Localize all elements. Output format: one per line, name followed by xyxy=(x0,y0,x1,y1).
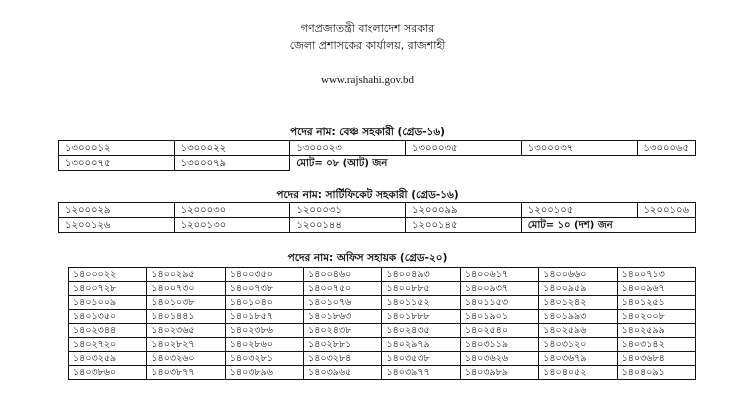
table-cell: ১৪০০৭৩৮ xyxy=(225,282,303,296)
table-cell: ১৪০৩২৫৯ xyxy=(69,352,147,366)
table-cell: ১৪০২৩৬৫ xyxy=(147,324,225,338)
table-cell: ১৪০৩৯৮৯ xyxy=(460,366,538,380)
table-cell: ১২০০০২৯ xyxy=(59,203,175,218)
table-cell: ১৪০১১৫২ xyxy=(382,296,460,310)
table-cell: ১৪০৩২৮৪ xyxy=(304,352,382,366)
result-table-certificate-assistant xyxy=(58,202,696,233)
table-cell: ১২০০০৩০ xyxy=(174,203,290,218)
table-row xyxy=(59,218,696,233)
table-cell: ১৪০৩৬৭৯ xyxy=(539,352,617,366)
table-cell: ১৩০০০৭৯ xyxy=(174,156,290,171)
table-row xyxy=(69,310,696,324)
table-cell: ১৪০৩২৮১ xyxy=(225,352,303,366)
table-cell: ১৪০১৮৬৩ xyxy=(304,310,382,324)
table-cell: ১২০০১৪৪ xyxy=(290,218,406,233)
website-link[interactable]: www.rajshahi.gov.bd xyxy=(321,74,414,86)
table-cell: ১৩০০০১২ xyxy=(59,141,175,156)
table-cell: ১৪০১০৩৮ xyxy=(147,296,225,310)
table-cell: ১২০০১০৫ xyxy=(521,203,637,218)
table-cell: ১৪০৩১২০ xyxy=(539,338,617,352)
table-cell: ১৪০২৪৩৮ xyxy=(304,324,382,338)
table-cell: ১৪০০৬৬০ xyxy=(539,268,617,282)
table-cell: ১৪০১১৫৩ xyxy=(460,296,538,310)
table-cell: ১৪০৩৯৭৭ xyxy=(382,366,460,380)
table-cell: ১৩০০০৭৫ xyxy=(59,156,175,171)
table-cell: ১৪০০৬১৭ xyxy=(460,268,538,282)
table-cell: ১২০০১২৬ xyxy=(59,218,175,233)
document-header xyxy=(0,22,735,86)
table-cell: ১৪০২৮৬০ xyxy=(225,338,303,352)
table-cell: ১৪০২৯৭৯ xyxy=(382,338,460,352)
table-cell: ১৪০১৮৫৭ xyxy=(225,310,303,324)
table-cell: ১৪০৩৬৮৪ xyxy=(617,352,695,366)
table-cell: ১৪০০৯৫৯ xyxy=(539,282,617,296)
table-cell: ১৪০৩৯৬৫ xyxy=(304,366,382,380)
table-row xyxy=(69,268,696,282)
table-cell: ১৪০২৮২৭ xyxy=(147,338,225,352)
section-title-bench-assistant: পদের নাম: বেঞ্চ সহকারী (গ্রেড-১৬) xyxy=(290,126,445,138)
table-cell: ১৪০২৫৯৯ xyxy=(617,324,695,338)
table-cell: ১৪০০০২২ xyxy=(69,268,147,282)
result-table-office-assistant xyxy=(68,267,696,380)
table-cell: ১৪০০৪৬০ xyxy=(304,268,382,282)
table-cell: ১৪০২৫৪০ xyxy=(460,324,538,338)
table-cell: ১৪০০৭৫০ xyxy=(304,282,382,296)
table-cell: ১৩০০০৩৫ xyxy=(406,141,522,156)
table-cell: ১৪০১৪৪১ xyxy=(147,310,225,324)
table-cell: ১৪০০২৯৫ xyxy=(147,268,225,282)
table-cell: ১৪০১২৪২ xyxy=(539,296,617,310)
table-cell: ১২০০০৩১ xyxy=(290,203,406,218)
table-cell: ১৪০৩৬২৬ xyxy=(460,352,538,366)
government-name: গণপ্রজাতন্ত্রী বাংলাদেশ সরকার xyxy=(300,22,435,35)
table-cell: ১৪০০৭২৮ xyxy=(69,282,147,296)
table-cell: ১৪০০৯৩৭ xyxy=(460,282,538,296)
table-cell: ১৪০০৭১৩ xyxy=(617,268,695,282)
table-cell: ১৪০১৩৫০ xyxy=(69,310,147,324)
table-cell: ১৪০৪০৯১ xyxy=(617,366,695,380)
table-cell: ১৪০৩৮৬০ xyxy=(69,366,147,380)
table-cell: ১৪০৩২৬০ xyxy=(147,352,225,366)
table-cell: ১৩০০০২২ xyxy=(174,141,290,156)
table-row xyxy=(59,156,696,171)
table-cell: ১৪০৩৮৭৭ xyxy=(147,366,225,380)
table-cell: ১৪০২৫৯৬ xyxy=(539,324,617,338)
table-cell: ১৪০১৯০১ xyxy=(460,310,538,324)
table-cell: ১৪০২৩৮৬ xyxy=(225,324,303,338)
table-cell: ১৪০১৯৯৩ xyxy=(539,310,617,324)
table-row xyxy=(69,324,696,338)
table-row xyxy=(69,366,696,380)
table-row xyxy=(69,282,696,296)
table-cell: ১৪০২৪৩৫ xyxy=(382,324,460,338)
section-title-office-assistant: পদের নাম: অফিস সহায়ক (গ্রেড-২০) xyxy=(287,252,448,264)
table-cell: ১৪০১০৭৬ xyxy=(304,296,382,310)
table-cell: ১৪০১৮৮৮ xyxy=(382,310,460,324)
table-row xyxy=(59,203,696,218)
table-cell: ১৪০২৮৮১ xyxy=(304,338,382,352)
table-cell: ১৩০০০২৩ xyxy=(290,141,406,156)
table-cell: ১২০০১০৬ xyxy=(637,203,696,218)
total-count: মোট= ১০ (দশ) জন xyxy=(521,218,695,233)
table-cell: ১৪০৩১৪২ xyxy=(617,338,695,352)
table-row xyxy=(69,352,696,366)
table-cell: ১৪০১২৫১ xyxy=(617,296,695,310)
table-cell: ১৪০৩৫৩৮ xyxy=(382,352,460,366)
table-cell: ১৪০০৭৩০ xyxy=(147,282,225,296)
table-cell: ১৪০২৭২০ xyxy=(69,338,147,352)
result-table-bench-assistant xyxy=(58,140,696,171)
table-cell: ১৪০১০০৯ xyxy=(69,296,147,310)
table-cell: ১৪০৩৮৯৬ xyxy=(225,366,303,380)
table-cell: ১৪০২০০৮ xyxy=(617,310,695,324)
table-cell: ১২০০১৪৫ xyxy=(406,218,522,233)
table-cell: ১৪০১০৪০ xyxy=(225,296,303,310)
table-row xyxy=(69,296,696,310)
table-cell: ১৪০০৯৬৭ xyxy=(617,282,695,296)
table-row xyxy=(59,141,696,156)
table-cell: ১৪০০৪৯৩ xyxy=(382,268,460,282)
table-cell: ১২০০১৩০ xyxy=(174,218,290,233)
table-row xyxy=(69,338,696,352)
table-cell: ১৪০০৩৫০ xyxy=(225,268,303,282)
office-name: জেলা প্রশাসকের কার্যালয়, রাজশাহী xyxy=(289,39,446,52)
table-cell: ১৪০০৮৮৫ xyxy=(382,282,460,296)
table-cell: ১৩০০০৬৫ xyxy=(637,141,696,156)
table-cell: ১৩০০০৩৭ xyxy=(521,141,637,156)
section-title-certificate-assistant: পদের নাম: সার্টিফিকেট সহকারী (গ্রেড-১৬) xyxy=(276,189,459,201)
table-cell: ১৪০৪০৫২ xyxy=(539,366,617,380)
total-count: মোট= ০৮ (আট) জন xyxy=(290,156,696,171)
table-cell: ১৪০৩১১৯ xyxy=(460,338,538,352)
table-cell: ১৪০২৩৪৪ xyxy=(69,324,147,338)
table-cell: ১২০০০৯৯ xyxy=(406,203,522,218)
